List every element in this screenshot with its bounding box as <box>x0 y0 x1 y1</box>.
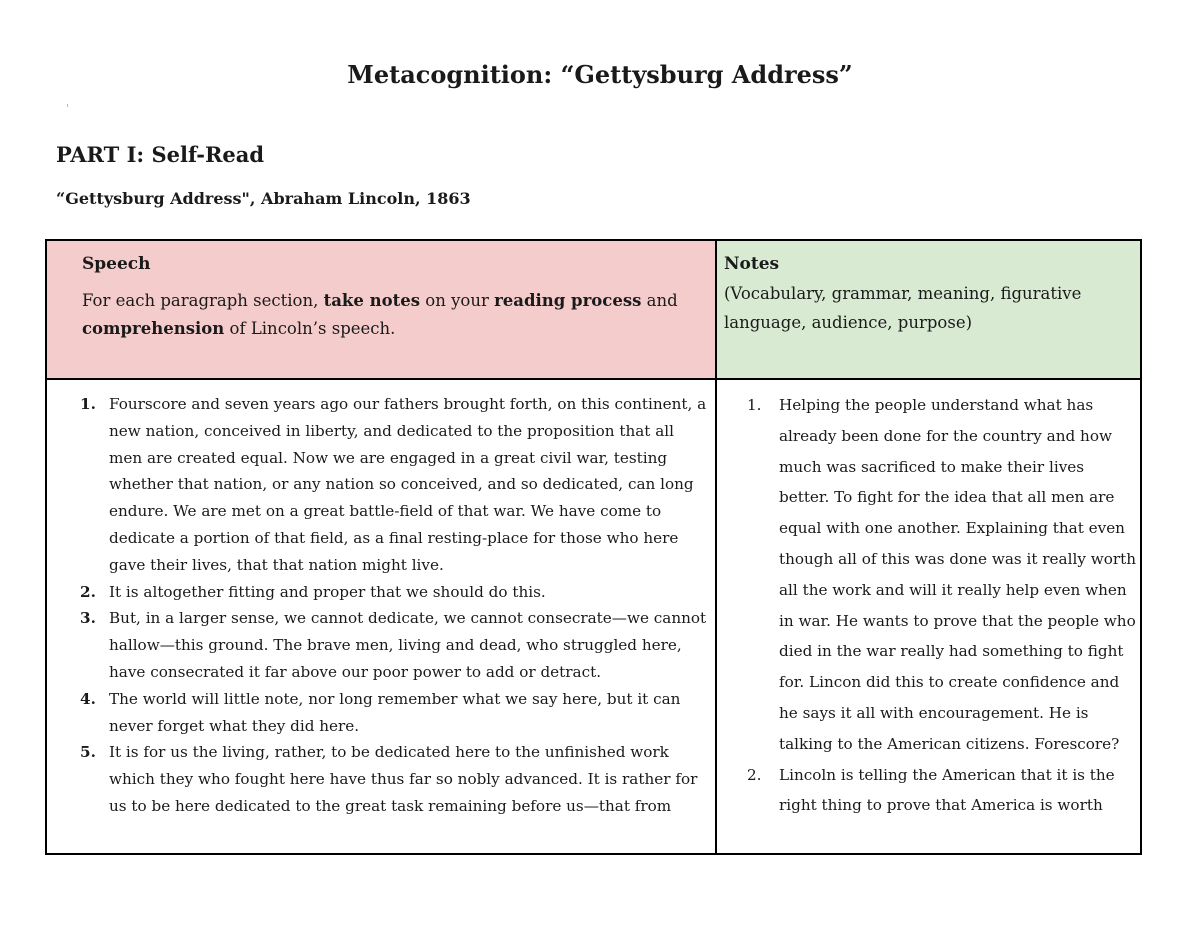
speech-paragraph-number: 3. <box>80 609 96 628</box>
speech-header-cell <box>47 241 717 380</box>
speech-paragraph-number: 5. <box>80 743 96 762</box>
speech-column-title: Speech <box>82 254 151 274</box>
speech-paragraph-number: 2. <box>80 582 96 601</box>
speech-paragraph-text: Fourscore and seven years ago our fathers brought forth, on this continent, a new nation, conceived in liberty, and dedicated to the proposition that all men are created equal. Now we are engaged in a great civil war, testing whether that nation, or any nation so conceived, and so dedicated, can long endure. We are met on a great battle-field of that war. We have come to dedicate a portion of that field, as a final resting-place for those who here gave their lives, that that nation might live. <box>109 395 707 574</box>
speech-paragraph-text: It is altogether fitting and proper that we should do this. <box>109 582 546 601</box>
source-citation: “Gettysburg Address", Abraham Lincoln, 1863 <box>56 189 471 208</box>
page-title: Metacognition: “Gettysburg Address” <box>347 60 853 89</box>
notes-list <box>747 390 1136 821</box>
notes-column-title: Notes <box>724 254 780 274</box>
instruction-text: For each paragraph section, <box>82 291 324 310</box>
notes-item <box>747 390 1136 760</box>
stray-mark <box>67 104 68 107</box>
speech-paragraph-number: 4. <box>80 689 96 708</box>
speech-body-cell <box>47 380 717 853</box>
instruction-emphasis: reading process <box>494 291 642 310</box>
speech-paragraph-text: But, in a larger sense, we cannot dedicate, we cannot consecrate—we cannot hallow—this ground. The brave men, living and dead, who struggled here, have consecrated it far above our poor power to add or detract. <box>109 609 707 681</box>
part-heading: PART I: Self-Read <box>56 142 265 167</box>
speech-paragraph <box>80 686 709 740</box>
notes-header-cell <box>717 241 1140 380</box>
notes-item-text: Lincoln is telling the American that it is the right thing to prove that America is worth <box>779 765 1115 815</box>
instruction-text: of Lincoln’s speech. <box>224 319 396 338</box>
instruction-emphasis: take notes <box>323 291 421 310</box>
notes-column-subtitle: (Vocabulary, grammar, meaning, figurative language, audience, purpose) <box>724 284 1082 332</box>
notes-item-number: 1. <box>747 396 762 414</box>
notes-item-number: 2. <box>747 765 762 784</box>
notes-item <box>747 760 1136 822</box>
notes-item-text: Helping the people understand what has already been done for the country and how much was sacrificed to make their lives better. To fight for the idea that all men are equal with one another. Explaining that even though all of this was done was it really worth all the work and will it really help even when in war. He wants to prove that the people who died in the war really had something to fight for. Lincon did this to create confidence and he says it all with encouragement. He is talking to the American citizens. Forescore? <box>779 396 1137 753</box>
notes-table <box>45 239 1142 855</box>
speech-paragraph <box>80 391 709 579</box>
speech-paragraph-list <box>80 391 709 820</box>
instruction-emphasis: comprehension <box>82 319 225 338</box>
speech-paragraph-number: 1. <box>80 395 96 413</box>
speech-paragraph <box>80 605 709 685</box>
speech-paragraph <box>80 739 709 819</box>
notes-body-cell[interactable] <box>717 380 1140 853</box>
instruction-text: on your <box>420 291 495 310</box>
speech-paragraph-text: The world will little note, nor long remember what we say here, but it can never forget what they did here. <box>109 689 681 735</box>
speech-paragraph <box>80 579 709 606</box>
speech-instruction <box>82 287 685 343</box>
instruction-text: and <box>641 291 678 310</box>
speech-paragraph-text: It is for us the living, rather, to be dedicated here to the unfinished work which they who fought here have thus far so nobly advanced. It is rather for us to be here dedicated to the great task remaining before us—that from <box>109 743 698 815</box>
